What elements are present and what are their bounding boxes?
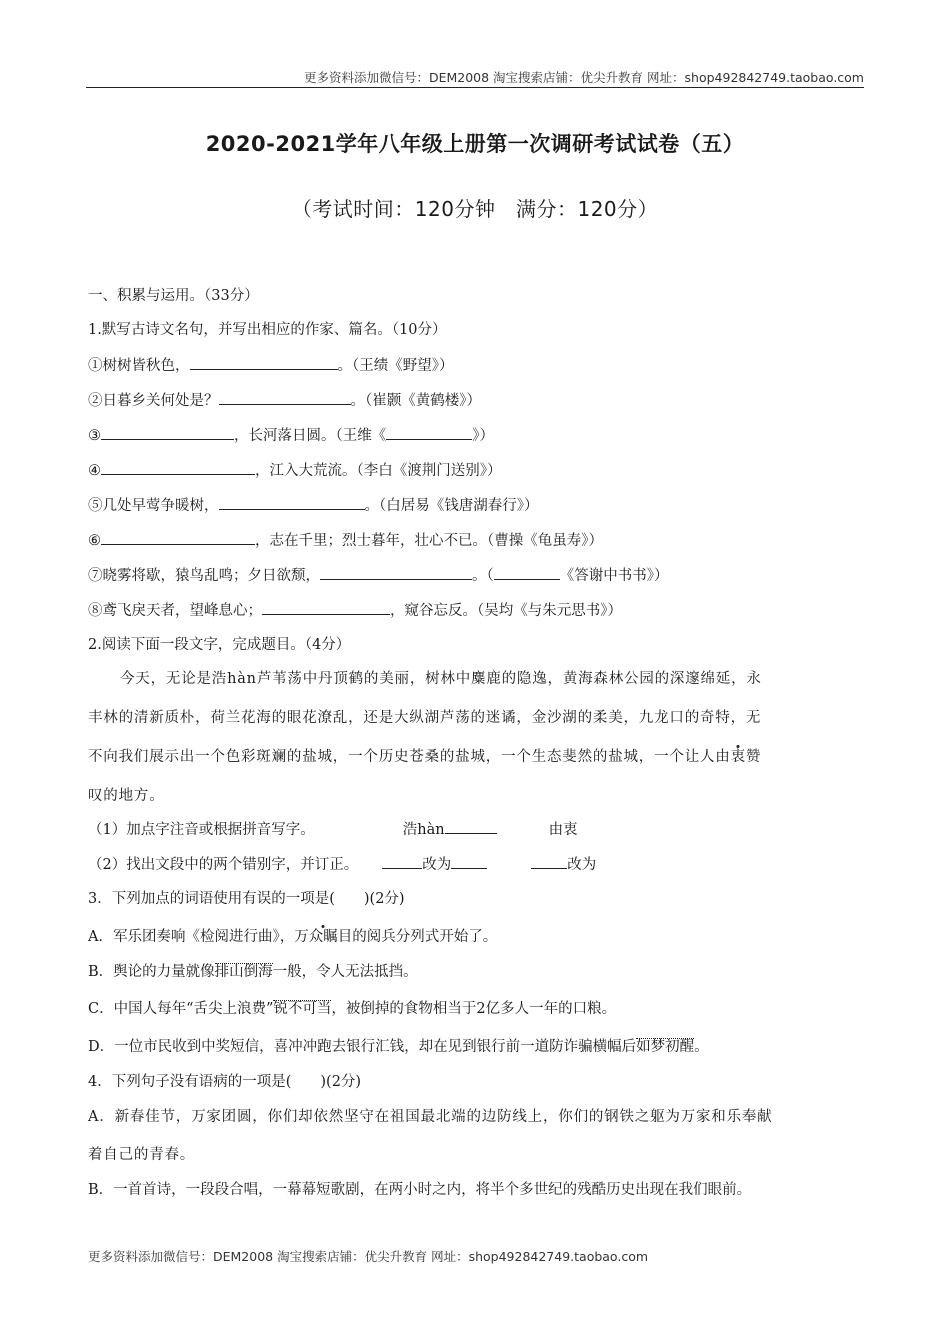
answer-blank[interactable]	[451, 854, 487, 869]
exam-title: 2020-2021学年八年级上册第一次调研考试试卷（五）	[205, 132, 745, 156]
emphasized-phrase: 如梦初醒	[636, 1039, 695, 1055]
q1-item-7: ⑦晓雾将歇，猿鸟乱鸣；夕日欲颓， 。（ 《答谢中书书》）	[88, 565, 669, 586]
answer-blank[interactable]	[386, 425, 472, 440]
question-1-stem: 1.默写古诗文名句，并写出相应的作家、篇名。（10分）	[88, 322, 447, 338]
answer-blank[interactable]	[101, 425, 234, 440]
reading-passage	[88, 660, 863, 816]
q2-sub-1: （1）加点字注音或根据拼音写字。 浩hàn 由衷	[88, 819, 578, 840]
header-divider	[86, 87, 864, 88]
option-line: A．新春佳节，万家团圆，你们却依然坚守在祖国最北端的边防线上，你们的钢铁之躯为万家和乐奉献	[88, 1109, 773, 1125]
option-line: 着自己的青春。	[88, 1147, 196, 1163]
question-2-stem: 2.阅读下面一段文字，完成题目。（4分）	[88, 637, 351, 653]
answer-blank[interactable]	[320, 565, 472, 580]
emphasized-phrase: 排山倒海	[214, 964, 273, 980]
q3-option-a: A．军乐团奏响《检阅进行曲》，万众瞩目的阅兵分列式开始了。	[88, 929, 498, 945]
emphasized-phrase: 万众瞩目	[294, 929, 353, 945]
answer-blank[interactable]	[262, 600, 390, 615]
q2-sub-2: （2）找出文段中的两个错别字，并订正。 改为 改为	[88, 854, 596, 875]
answer-blank[interactable]	[219, 495, 365, 510]
q1-item-4: ④ ，江入大荒流。（李白《渡荆门送别》）	[88, 460, 502, 481]
answer-blank[interactable]	[190, 355, 338, 370]
answer-blank[interactable]	[531, 854, 567, 869]
answer-blank[interactable]	[494, 565, 560, 580]
page-footer: 更多资料添加微信号：DEM2008 淘宝搜索店铺：优尖升教育 网址：shop492842749.taobao.com	[88, 1249, 649, 1264]
passage-line: 不向我们展示出一个色彩斑斓的盐城，一个历史苍桑的盐城，一个生态斐然的盐城，一个让人由衷赞	[88, 749, 762, 765]
exam-subtitle: （考试时间：120分钟 满分：120分）	[291, 197, 659, 221]
question-4-stem: 4．下列句子没有语病的一项是( )(2分)	[88, 1074, 362, 1090]
q1-item-3: ③ ，长河落日圆。（王维《 》）	[88, 425, 494, 446]
answer-blank[interactable]	[101, 530, 255, 545]
q1-item-2: ②日暮乡关何处是？ 。（崔颢《黄鹤楼》）	[88, 390, 481, 411]
passage-line: 今天，无论是浩hàn芦苇荡中丹顶鹤的美丽，树林中麋鹿的隐逸，黄海森林公园的深邃绵延，永	[120, 671, 762, 687]
passage-line: 叹的地方。	[88, 788, 165, 804]
emphasis-char: 衷	[730, 749, 746, 765]
q1-item-6: ⑥ ，志在千里；烈士暮年，壮心不已。（曹操《龟虽寿》）	[88, 530, 603, 551]
q4-option-b: B．一首首诗，一段段合唱，一幕幕短歌剧，在两小时之内，将半个多世纪的残酷历史出现在我们眼前。	[88, 1182, 752, 1198]
q4-option-a	[88, 1098, 863, 1174]
page-header: 更多资料添加微信号：DEM2008 淘宝搜索店铺：优尖升教育 网址：shop492842749.taobao.com	[303, 70, 864, 85]
section-heading: 一、积累与运用。（33分）	[88, 288, 259, 304]
q3-option-d: D．一位市民收到中奖短信，喜冲冲跑去银行汇钱，却在见到银行前一道防诈骗横幅后如梦初醒。	[88, 1039, 709, 1055]
answer-blank[interactable]	[219, 390, 351, 405]
question-3-stem: 3．下列加点的词语使用有误的一项是( )(2分)	[88, 891, 405, 907]
answer-blank[interactable]	[101, 460, 255, 475]
emphasized-phrase: 锐不可当	[273, 1001, 332, 1017]
q3-option-b: B．舆论的力量就像排山倒海一般，令人无法抵挡。	[88, 964, 418, 980]
q1-item-8: ⑧鸢飞戾天者，望峰息心； ，窥谷忘反。（吴均《与朱元思书》）	[88, 600, 622, 621]
answer-blank[interactable]	[382, 854, 422, 869]
answer-blank[interactable]	[445, 819, 497, 834]
q3-option-c: C．中国人每年“舌尖上浪费”锐不可当，被倒掉的食物相当于2亿多人一年的口粮。	[88, 1001, 617, 1017]
q1-item-1: ①树树皆秋色， 。（王绩《野望》）	[88, 355, 454, 376]
passage-line: 丰林的清新质朴，荷兰花海的眼花潦乱，还是大纵湖芦荡的迷谲，金沙湖的柔美，九龙口的奇特，无	[88, 710, 762, 726]
q1-item-5: ⑤几处早莺争暖树， 。（白居易《钱唐湖春行》）	[88, 495, 539, 516]
